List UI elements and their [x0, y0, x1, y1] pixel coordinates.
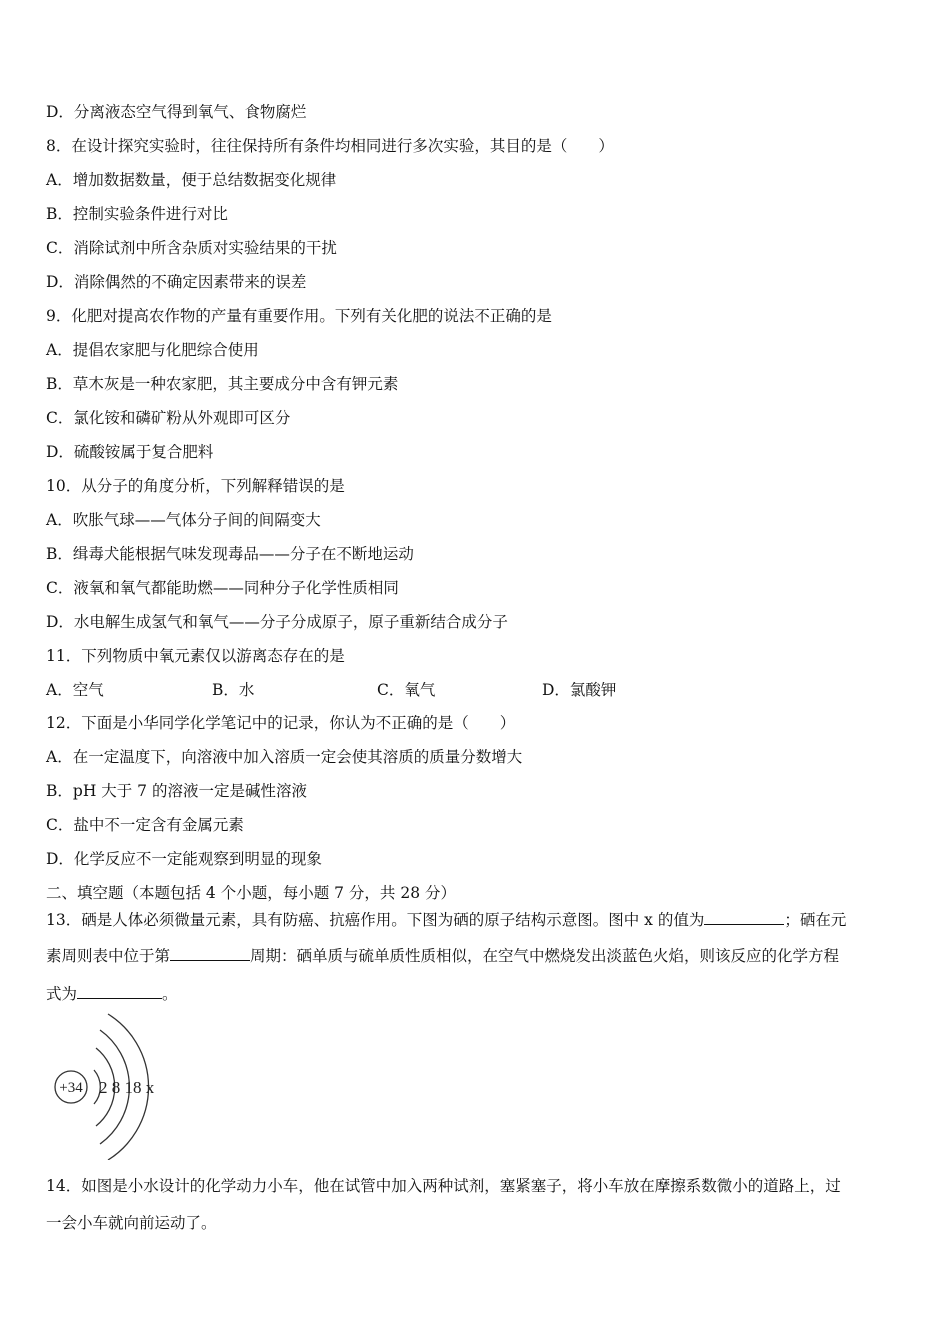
- q11-option-d: D．氯酸钾: [542, 681, 617, 699]
- q11-option-c: C．氧气: [377, 681, 436, 699]
- question-11: 11．下列物质中氧元素仅以游离态存在的是: [46, 647, 345, 665]
- q9-option-d: D．硫酸铵属于复合肥料: [46, 443, 214, 461]
- q8-option-a: A．增加数据数量，便于总结数据变化规律: [46, 171, 337, 189]
- q10-option-b: B．缉毒犬能根据气味发现毒品——分子在不断地运动: [46, 545, 414, 563]
- q9-option-c: C．氯化铵和磷矿粉从外观即可区分: [46, 409, 291, 427]
- q12-option-d: D．化学反应不一定能观察到明显的现象: [46, 850, 322, 868]
- answer-blank-x[interactable]: [704, 910, 784, 925]
- q11-option-b: B．水: [212, 681, 255, 699]
- q8-option-b: B．控制实验条件进行对比: [46, 205, 228, 223]
- question-14-line-2: 一会小车就向前运动了。: [46, 1214, 217, 1232]
- q9-option-b: B．草木灰是一种农家肥，其主要成分中含有钾元素: [46, 375, 399, 393]
- selenium-atom-diagram: [50, 1010, 170, 1160]
- q12-option-a: A．在一定温度下，向溶液中加入溶质一定会使其溶质的质量分数增大: [46, 748, 523, 766]
- section-2-heading: 二、填空题（本题包括 4 个小题，每小题 7 分，共 28 分）: [46, 884, 457, 902]
- question-13-line-2: [46, 946, 839, 966]
- q13-text-2b: 周期：硒单质与硫单质性质相似，在空气中燃烧发出淡蓝色火焰，则该反应的化学方程: [250, 947, 840, 965]
- q13-text-3a: 式为: [46, 985, 78, 1003]
- q13-text-3b: 。: [162, 985, 178, 1003]
- question-12: 12．下面是小华同学化学笔记中的记录，你认为不正确的是（ ）: [46, 714, 516, 732]
- q10-option-a: A．吹胀气球——气体分子间的间隔变大: [46, 511, 321, 529]
- q10-option-d: D．水电解生成氢气和氧气——分子分成原子，原子重新结合成分子: [46, 613, 508, 631]
- shell-electron-counts: 2 8 18 x: [99, 1078, 155, 1097]
- q11-option-a: A．空气: [46, 681, 104, 699]
- q13-text-1a: 13．硒是人体必须微量元素，具有防癌、抗癌作用。下图为硒的原子结构示意图。图中 x 的值为: [46, 911, 705, 929]
- answer-blank-equation[interactable]: [77, 984, 162, 999]
- nucleus-label: +34: [59, 1080, 83, 1096]
- question-13-line-1: [46, 910, 846, 930]
- question-10: 10．从分子的角度分析，下列解释错误的是: [46, 477, 345, 495]
- q8-option-d: D．消除偶然的不确定因素带来的误差: [46, 273, 307, 291]
- question-14-line-1: 14．如图是小水设计的化学动力小车，他在试管中加入两种试剂，塞紧塞子，将小车放在摩擦系数微小的道路上，过: [46, 1177, 841, 1195]
- question-13-line-3: [46, 984, 178, 1004]
- question-8: 8．在设计探究实验时，往往保持所有条件均相同进行多次实验，其目的是（ ）: [46, 137, 614, 155]
- q10-option-c: C．液氧和氧气都能助燃——同种分子化学性质相同: [46, 579, 399, 597]
- answer-blank-period[interactable]: [170, 946, 250, 961]
- question-9: 9．化肥对提高农作物的产量有重要作用。下列有关化肥的说法不正确的是: [46, 307, 552, 325]
- q13-text-1b: ；硒在元: [784, 911, 847, 929]
- q12-option-c: C．盐中不一定含有金属元素: [46, 816, 244, 834]
- q13-text-2a: 素周则表中位于第: [46, 947, 171, 965]
- option-d-q7: D．分离液态空气得到氧气、食物腐烂: [46, 103, 307, 121]
- q8-option-c: C．消除试剂中所含杂质对实验结果的干扰: [46, 239, 337, 257]
- q12-option-b: B．pH 大于 7 的溶液一定是碱性溶液: [46, 782, 307, 800]
- q9-option-a: A．提倡农家肥与化肥综合使用: [46, 341, 259, 359]
